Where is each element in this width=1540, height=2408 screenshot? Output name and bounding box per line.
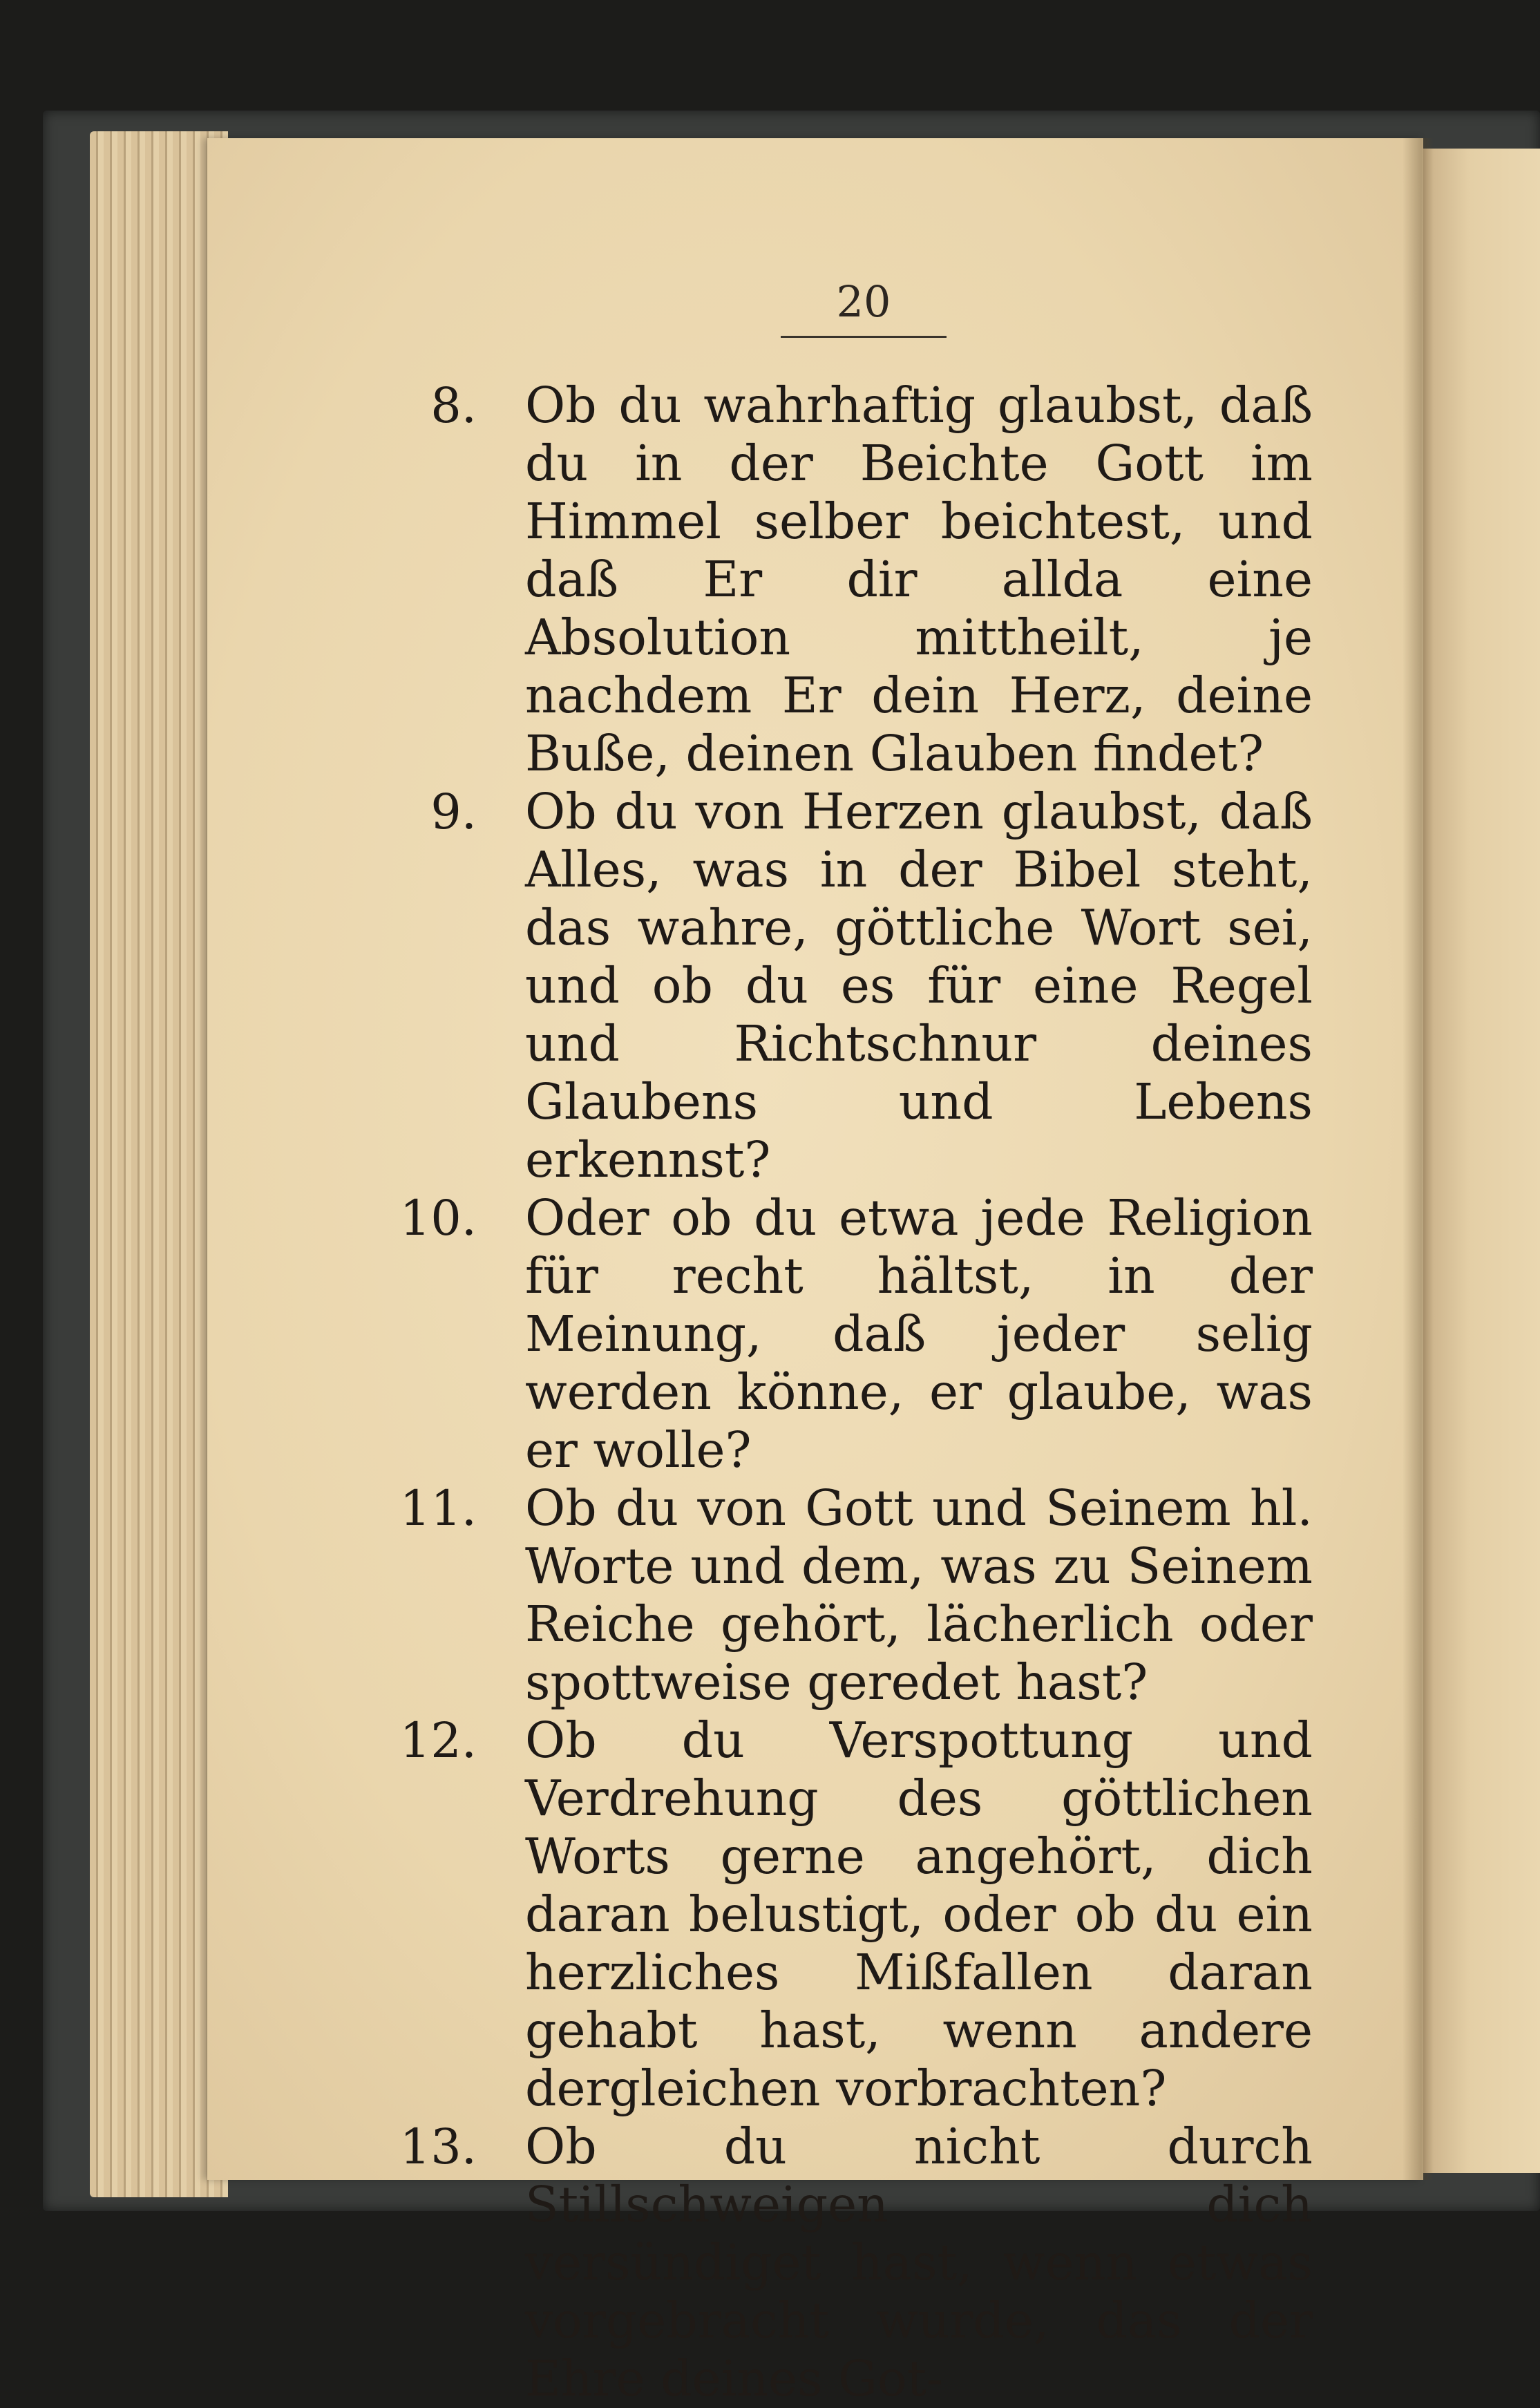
facing-page-edge [1423,149,1540,2173]
question-number: 8. [430,377,477,434]
question-item [387,377,1313,783]
question-number: 10. [399,1190,477,1246]
question-text: Ob du Verspottung und Verdrehung des göttlichen Worts gerne angehört, dich daran belustigt, oder ob du ein herzliches Mißfallen daran gehabt hast, wenn andere dergleichen vorbrachten? [525,1712,1313,2117]
question-item [387,1712,1313,2118]
question-item [387,1189,1313,1479]
header-rule [781,336,947,338]
question-text: Ob du von Gott und Seinem hl. Worte und dem, was zu Seinem Reiche gehört, lächerlich oder spottweise geredet hast? [525,1479,1313,1711]
page-gutter [1403,138,1434,2180]
question-item [387,1479,1313,1712]
question-item [387,2118,1313,2408]
question-number: 13. [399,2118,477,2175]
question-number: 11. [399,1480,477,1537]
page-number: 20 [836,276,891,327]
question-text: Ob du wahrhaftig glaubst, daß du in der Beichte Gott im Himmel selber beichtest, und daß Er dir allda eine Absolution mittheilt, je nachdem Er dein Herz, deine Buße, deinen Glauben findet? [525,377,1313,782]
question-number: 9. [430,784,477,840]
question-text: Ob du von Herzen glaubst, daß Alles, was in der Bibel steht, das wahre, göttliche Wort sei, und ob du es für eine Regel und Richtschnur deines Glaubens und Lebens erkennst? [525,783,1313,1188]
question-item [387,783,1313,1189]
question-text: Oder ob du etwa jede Religion für recht hältst, in der Meinung, daß jeder selig werden könne, er glaube, was er wolle? [525,1189,1313,1479]
question-text: Ob du nicht durch Stillschweigen dich versündiget hast, wenn etwas vorgebracht wurde, das der Ehre deines Got- [525,2118,1313,2407]
question-number: 12. [399,1712,477,1769]
page-content [387,377,1313,2408]
